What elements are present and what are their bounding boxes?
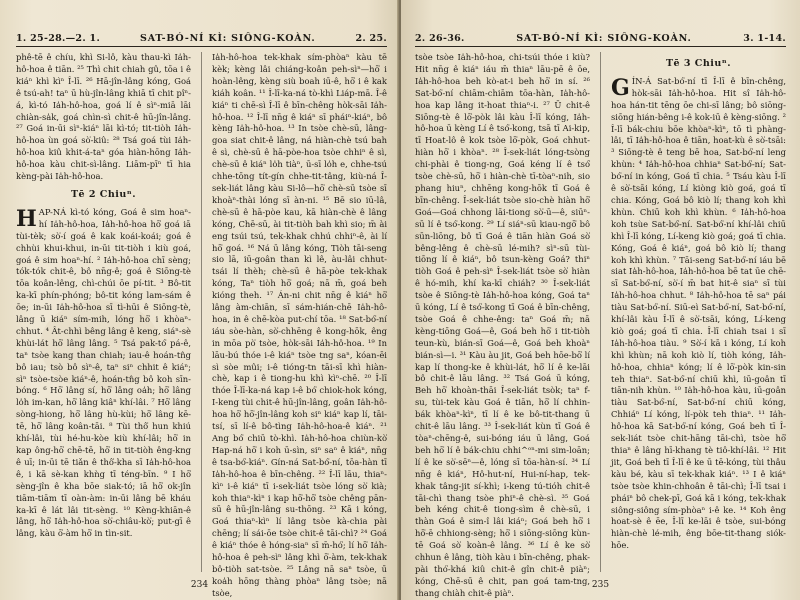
- right-head-verse: 3. 1-14.: [743, 33, 786, 44]
- left-dropcap: H: [16, 205, 37, 232]
- left-column-2: [212, 52, 387, 598]
- right-column-1: [415, 52, 590, 598]
- right-col2-chapter-text: [611, 76, 786, 552]
- right-head-title: SAT-BÓ-NÍ KÌ: SIÔNG-KOÀN.: [516, 33, 692, 44]
- left-column-1: [16, 52, 191, 572]
- right-dropcap: G: [611, 74, 630, 101]
- left-running-head: [16, 28, 387, 47]
- right-column-2: [611, 52, 786, 572]
- right-page: [401, 0, 800, 600]
- left-head-chapter-verse: 1. 25-28.—2. 1.: [16, 33, 101, 44]
- right-page-number: 235: [591, 580, 610, 590]
- left-head-title: SAT-BÓ-NÍ KÌ: SIÔNG-KOÀN.: [140, 33, 316, 44]
- left-page-number: 234: [190, 580, 209, 590]
- left-col1-chapter-text: [16, 207, 191, 540]
- right-column-rule: [600, 52, 601, 572]
- right-chapter-heading: Tē 3 Chiuⁿ.: [665, 58, 732, 69]
- left-col2-text: Ia̍h-hô-hoa tek-khak sím-phòaⁿ kàu tē kèk; kèng lâi chiáng-koân peh-sìⁿ—hō͘ i hoàn-lêng, kèng siù boah iū-ê, hō͘ i ê kak kiáh koân. ¹¹ Î-lī-ka-ná tò-khì Liáp-mā. Î-ê kiáⁿ ti chē-sì Î-lī ê bīn-chêng hòk-sāi Ia̍h-hô-hoa. ¹² Î-lī nn̄g ê kiáⁿ sī pháiⁿ-kiáⁿ, bô kèng Ia̍h-hô-hoa. ¹³ In tsòe chè-sū, lâng-goa siat chit-ê lâng, ná hiàn-chè tsú bah ê sì, chè-sū ê hā-pòe-hoa tsòe chhiⁿ ê sì, chè-sū ê kiáⁿ lo̍h tiàⁿ, ū-sī lo̍h e, chhe-tsú chhe-tōng tít-gín chhe-tit-tâng, kiù-ná Î-sek-liát lâng kàu Si-lô—hō͘ chè-sū tsòe sī khoàⁿ-thài lóng sī àn-ni. ¹⁵ Bē sio iū-lâ, chè-sū ê hā-pòe kau, kā hiàn-chè ê lâng kóng, Chē-sū, ài tit-tiòh bah khì sio; m̄ ài eng tsúi tsú, tek-khak chhú chhiⁿ-ê, ài lí hō͘ goá. ¹⁶ Ná ū lâng kóng, Tiòh tāi-seng sio lā, iū-goân than kì lê, àu-lâi chhut-tsái lí thèh; chè-sū ê hā-pòe tek-khak kóng, Taⁿ tiòh hō͘ goá; nā m̄, goá beh kióng theh. ¹⁷ Án-ni chit nn̄g ê kiáⁿ hō͘ lâng àm-chiān, sī sám-hián-chē Ia̍h-hô-hoa, in ê chē-kòa put-chí tōa. ¹⁸ Sat-bó͘-ní iáu sòe-hàn, sò͘-chhēng ê kong-hōk, êng in mōa pò͘ tsòe, hòk-sāi Ia̍h-hô-hoa. ¹⁹ In lāu-bú thóe i-ê kiáⁿ tsòe tng saⁿ, kóan-ēi sì sòe mûi; i-ê tióng-tn tāi-sī khì hiàn-chè, kap i ê tiong-hu khì kìⁿ-chē. ²⁰ Î-lī thóe Î-lī-ka-ná kap i-ê bó͘ chiok-hok kóng, I-keng tùi chit-ê hū-jîn-lâng, goân Ia̍h-hô-hoa hō͘ hō͘-jîn-lâng koh siⁿ kiáⁿ kap lí, tāi-tsí, sī lí-ê bô-tìng Ia̍h-hô-hoa-ê kiáⁿ. ²¹ Ang bó͘ chiū tò-khì. Ia̍h-hô-hoa chiùn-kò͘ Hap-ná hō͘ i koh ū-sìn, siⁿ saⁿ ê kiáⁿ, nn̄g ê tsa-bó͘-kiáⁿ. Gín-ná Sat-bó͘-ní, tōa-hàn tī Ia̍h-hô-hoa ê bīn-chêng. ²² Î-lī lāu, thiaⁿ-kìⁿ i-ê kiáⁿ tī i-sek-liát tsòe lóng sò͘ kià; koh thiaⁿ-kìⁿ i kap hō͘-hō͘ tsòe chêng pān-sū ê hū-jîn-lâng su-thōng. ²³ Kā i kóng, Goá thiaⁿ-kìⁿ lí lâng tsòe kà-chia pài chēng; lí sái-ōe tsòe chit-ê tāi-chì? ²⁴ Goá ê kiáⁿ thóe ê hóng-siaⁿ sī m̄-hó͘; lí hō͘ Ia̍h-hô-hoa ê peh-sìⁿ lâng khì ō͘-àm, tek-khak bô-tiòh sat-tsòe. ²⁵ Lâng nā saⁿ tsòe, ū koa̍h hōng thàng phòaⁿ lâng tsòe; nā tsòe,: [212, 52, 387, 598]
- left-page: [0, 0, 399, 600]
- right-col1-text: tsòe tsòe Ia̍h-hô-hoa, chi-tsúi thóe i kiù? Hit nn̄g ê kiáⁿ iáu m̄ thiaⁿ lāu-pē ê ōe, Ia̍h-hô-hoa beh kò-at-i beh hō͘ in sí. ²⁶ Sat-bó͘-ní chiām-chiām tōa-hàn, Ia̍h-hô-hoa kap lâng it-hoat thiaⁿ-i. ²⁷ Ū chit-ê Siōng-tè ê lō͘-pòk lâi kàu Î-lī kóng, Ia̍h-hô-hoa ū kèng Lí ê tsó͘-kong, tsā tī Ai-kip, tī Hoat-lô ê kok tsòe lō͘-pòk, Goá chhut-hiàn hō͘ i khòaⁿ. ²⁸ Î-sek-liát lóng-tsòng chi-phài ê tiong-ng, Goá kéng lí ê tsó͘ tsòe chè-sū, hō͘ i hiàn-chè tī-tòaⁿ-nih, sio phang hiuⁿ, chhēng kong-hōk tī Goá ê bīn-chêng. Î-sek-liát tsòe sio-chè hiàn hō͘ Goá—Goá chhong lāi-tiong sò͘-ū—ê, siūⁿ-sū lí ê tsó͘-kong. ²⁹ Lí siáⁿ-sū kiau-ngō͘ bô sūn-liōng, bô tī Goá ê tiān hiàn Goá sò͘ bêng-lêng ê chè-sū lé-mih? sìⁿ-sū tùi-tiōng lí ê kiáⁿ, bô tsun-kèng Goá? thiⁿ tiòh Goá ê peh-sìⁿ Î-sek-liát tsòe sò͘ hiàn ê hó-mih, khí ka-kī chiáh? ³⁰ Î-sek-liát tsòe ê Siōng-tè Ia̍h-hô-hoa kóng, Goá taⁿ ū kóng, Lí ê tsó͘-kong tī Goá ê bīn-chêng, tsòe Goá ê chhe-êng: taⁿ Goá m̄; nā kèng-tiōng Goá—ê, Goá beh hō͘ i tit-tiòh teun-kù, bián-sī Goá—ê, Goá beh khoàⁿ bián-sì—i. ³¹ Kàu àu jit, Goá beh hōe-bō͘ lí kap lí thong-ke ê khùi-lát, hō͘ lí ê ke-lāi bô chit-ê lāu lâng. ³² Tsá Goá ū kóng, Beh hō͘ khoàn-thāi Î-sek-liát tsòk; taⁿ f-su, tùi-tek kàu Goá ê tiān, hō͘ lí chhin-bák khòaⁿ-kìⁿ, tī lí ê ke bô-tit-thang ū chit-ê lāu lâng. ³³ Î-sek-liát kùn tī Goá ê tòaⁿ-chēng-ê, sui-bóng iáu ū lâng, Goá beh hō͘ lí ê bák-chiu chhi^ᵒⁿ-mi sim-loān; lí ê ke sò͘-sēⁿ—ê, lóng sī tōa-hàn-sí. ³⁴ Lí nn̄g ê kiáⁿ, Hô-hut-ní, Hui-ní-hap, tek-khak tâng-jit sí-khì; i-keng tú-tióh chit-ê tāi-chì thang tsòe phiⁿ-ê chè-sì. ³⁵ Goá beh kéng chit-ê tiong-sìm ê chè-sū, i thàn Goá ê sim-î lâi kiáⁿ; Goá beh hō͘ i hō͘-ē chhiong-sèng; hō͘ i siōng-siōng kùn-tē Goá sò͘ koàn-ê lâng. ³⁶ Lí ê ke sò͘ chhun ê lâng, tiòh kàu i bīn-chêng, phak-pài thó͘-khá kiû chit-ê gîn chit-ê piàⁿ; kóng, Chē-sū ê chit, pan goá tam-tng, thang chiàh chit-ê piàⁿ.: [415, 52, 590, 598]
- left-col1-chapter-body: AP-NÁ kì-tó kóng, Goá ê sim hoaⁿ-hí Ia̍h-hô-hoa, Ia̍h-hô-hoa hō͘ goá iā tùi-tèk; sò͘-í goá ê kak koái-koái; goá ê chhùi khui-khui, in-ūi tit-tiòh i kiù goá, goá ê sim hoaⁿ-hí. ² Ia̍h-hô-hoa chī sèng; tók-tók chit-ê, bô nn̄g-ê; goá ê Siōng-tè tōa koân-lêng, chì-chúi ōe pí-tit. ³ Bô-tit ka-kī phín-phóng; bô-tit kóng lam-sám ê ōe; in-ūi Ia̍h-hô-hoa sī tì-hūi ê Siōng-tè, lâng ū kiáⁿ sím-mih, lóng hō͘ i khòaⁿ-chhut. ⁴ Ât-chhì bêng lâng ê keng, siáⁿ-sè khùi-lát hō͘ lâng lâng. ⁵ Tsá pak-tó͘ pá-ê, taⁿ tsòe kang than chiah; iau-ê hoán-tn̂g bô iau; tsò bô sìⁿ-ê, taⁿ siⁿ chhit ê kiáⁿ; sìⁿ tsòe-tsòe kiáⁿ-ê, hoán-tn̂g bô koh sīn-bóng. ⁶ Hō͘ lâng sí, hō͘ lâng oa̍h; hō͘ lâng lo̍h im-kan, hō͘ lâng kiâⁿ khí-lâi. ⁷ Hō͘ lâng sòng-hiong, hō͘ lâng hù-kùi; hō͘ lâng kē-tē, hō͘ lâng koân-tāi. ⁸ Tùi thô͘ hun khiú khí-lâi, tùi hé-hu-kòe kiù khí-lâi; hō͘ in kap ông-hō͘ chē-tē, hō͘ in tit-tiòh êng-kng ê uī; in-ūi tē tiǎn ê thô͘-kha sī Ia̍h-hô-hoa ê, i kā sè-kan khǹg tī téng-bīn. ⁹ I hō͘ sèng-jîn ê kha bōe siak-tó; iā hō͘ ok-jîn tiām-tiām tī oàn-àm: in-ūi lâng bē kháu ka-kī ê lát lâi tit-sèng. ¹⁰ Kèng-khiān-ê lâng, hō͘ Ia̍h-hô-hoa sò͘-chiâu-kò͘; put-gī ê lâng, kàu ō͘-àm hō͘ in tìn-sit.: [16, 206, 191, 539]
- right-head-chapter-verse: 2. 26-36.: [415, 33, 465, 44]
- left-chapter-heading: Tē 2 Chiuⁿ.: [70, 188, 137, 200]
- left-column-rule: [201, 52, 202, 572]
- left-head-verse: 2. 25.: [355, 33, 387, 44]
- right-col2-chapter-body: ÍN-Á Sat-bó͘-ní tī Î-lī ê bīn-chêng, hòk-sāi Ia̍h-hô-hoa. Hit sî Ia̍h-hô-hoa hán-tit tēng ōe chi-sī lâng; bô siōng-siōng hián-bêng i-ê kok-iū ê kèng-siōng. ² Î-lī bák-chiu bōe khòaⁿ-kìⁿ, tō tì phàng-lâi, tī Ia̍h-hô-hoa ê tiān, hoat-kù ê sò͘-tsāi: ³ Siōng-tè ê teng bē hoa, Sat-bó͘-ní leng khùn: ⁴ Ia̍h-hô-hoa chhiaⁿ Sat-bó͘-ní; Sat-bó͘-ní in kóng, Goá tī chia. ⁵ Tsáu kàu Î-lī ê sò͘-tsāi kóng, Lí kiòng kiò goá, goá tī chia. Kóng, Goá bô kiò lí; thang koh khì khùn. Chiū koh khì khùn. ⁶ Ia̍h-hô-hoa koh tsùe Sat-bó͘-ní. Sat-bó͘-ní khí-lâi chiū khì Î-lī kóng, Lí-keng kiò goá; goá tī chia. Kóng, Goá ê kiáⁿ, goá bô kiò lí; thang koh khì khùn. ⁷ Tāi-seng Sat-bó͘-ní iáu bē siat Ia̍h-hô-hoa, Ia̍h-hô-hoa bē tat ūe chē-sī Sat-bó͘-ní, sò͘-í m̄ bat hit-ê siaⁿ sī tùi Ia̍h-hô-hoa chhut. ⁸ Ia̍h-hô-hoa tē saⁿ pái tiàu Sat-bó͘-ní. Siū-eì Sat-bó͘-ní, Sat-bó͘-ní, khí-lâi kàu Î-lī ê sò͘-tsāi, kóng, Lí-keng kiò goá; goá tī chia. Î-lī chiah tsai i sī Ia̍h-hô-hoa tiàu. ⁹ Sò͘-í kā i kóng, Lí koh khì khùn; nā koh kiò lí, tiòh kóng, Ia̍h-hô-hoa, chhiaⁿ kóng; lí ê lō͘-pòk kin-sin teh thiaⁿ. Sat-bó͘-ní chiū khì, iū-goân tī tiān-nih khùn. ¹⁰ Ia̍h-hô-hoa kàu, iū-goân tiàu Sat-bó͘-ní, Sat-bó͘-ní chiū kóng, Chhiáⁿ Lí kóng, lí-pòk teh thiaⁿ. ¹¹ Ia̍h-hô-hoa kā Sat-bó͘-ní kóng, Goá beh tī Î-sek-liát tsòe chit-hāng tāi-chì, tsòe hō͘ thiaⁿ ê lâng hī-khang tè tiô-khí-lâi. ¹² Hit jit, Goá beh tī Î-lī ê ke ū tē-kóng, tùi thâu kàu bé, kàu sī tek-khak kiáⁿ. ¹³ I ê kiáⁿ tsòe tsòe khin-chhoân ê tāi-chì; Î-lī tsai i pháiⁿ bô chek-pī, Goá kā i kóng, tek-khak siông-siông sím-phòaⁿ i-ê ke. ¹⁴ Koh êng hoat-sè ê ēe, Î-lī ke-lāi ê tsòe, sui-bóng hiàn-chè lé-mih, êng bōe-tit-thang siók-hōe.: [611, 75, 786, 551]
- left-col1-top-text: phê-tē ê chíu, khì Si-lô, kàu thau-kì Ia̍h-hô-hoa ê tiān. ²⁵ Thì chit chiah gû, tōa i ê kiáⁿ khì kìⁿ Î-lī. ²⁶ Hā-jîn-lâng kóng, Goá ê tsú-ah! taⁿ ū hù-jîn-lâng khiā tī chit pîⁿ-á, kì-tó Ia̍h-hô-hoa, goá lí ê sìⁿ-miā lāi chiàn-sa̍k, goá chìn-sì chit-ê hū-jîn-lâng. ²⁷ Goá in-ūi sìⁿ-kiáⁿ lāi kì-tó; tit-tiòh Ia̍h-hô-hoa ùn goá sò͘-kiû: ²⁸ Tsá goá tùi Ia̍h-hô-hoa kiû khit-á-taⁿ góa hiàn-hōng Ia̍h-hô-hoa kàu chit-sì-lâng. Liām-pīⁿ tī hia kèng-pài Ia̍h-hô-hoa.: [16, 52, 191, 182]
- right-running-head: [415, 28, 786, 47]
